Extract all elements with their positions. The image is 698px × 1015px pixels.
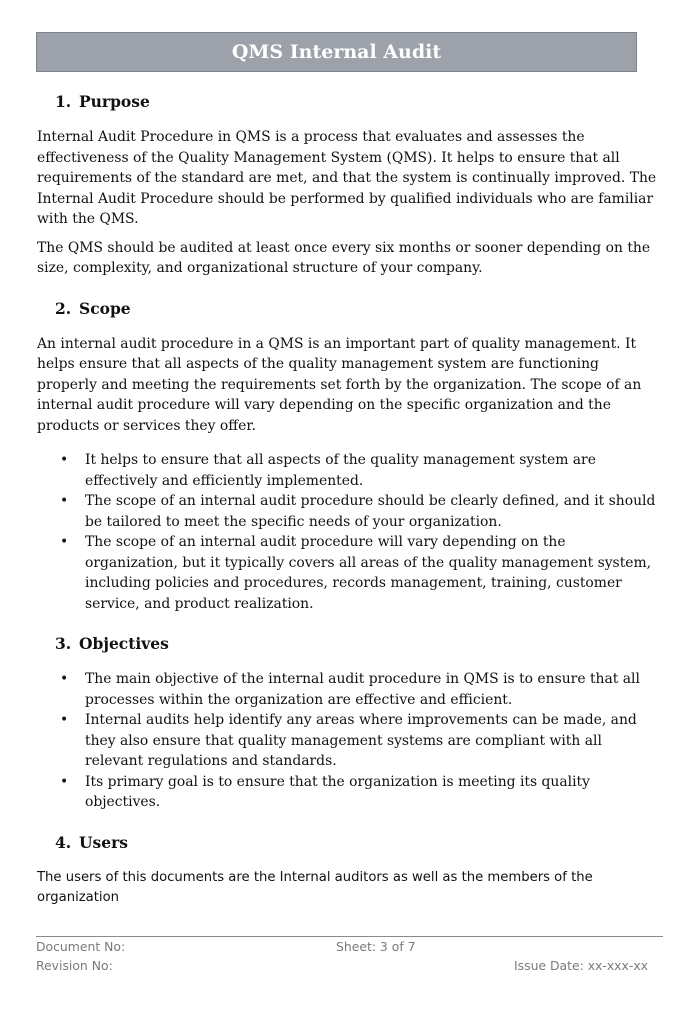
revision-number-label: Revision No: xyxy=(36,958,113,973)
scope-paragraph-1: An internal audit procedure in a QMS is an important part of quality management. It helps ensure that all aspects of the quality management system are functioning properly and meeting the requirements set forth by the organization. The scope of an internal audit procedure will vary depending on the specific organization and the products or services they offer. xyxy=(37,335,642,434)
bullet-icon: • xyxy=(60,452,69,468)
document-body xyxy=(37,82,659,909)
purpose-paragraph-1: Internal Audit Procedure in QMS is a process that evaluates and assesses the effectiveness of the Quality Management System (QMS). It helps to ensure that all requirements of the standard are met, and that the system is continually improved. The Internal Audit Procedure should be performed by qualified individuals who are familiar with the QMS. xyxy=(37,129,657,227)
scope-bullet-list xyxy=(37,450,659,614)
list-item: • The main objective of the internal audit procedure in QMS is to ensure that all processes within the organization are effective and efficient. xyxy=(60,671,640,708)
bullet-icon: • xyxy=(60,712,69,728)
page-footer xyxy=(36,936,663,975)
list-item: • Its primary goal is to ensure that the organization is meeting its quality objectives. xyxy=(60,773,590,810)
document-title-bar xyxy=(36,32,637,72)
section-heading-objectives: 3. Objectives xyxy=(55,634,169,653)
section-heading-users: 4. Users xyxy=(55,832,128,852)
purpose-paragraph-2: The QMS should be audited at least once every six months or sooner depending on the size, complexity, and organizational structure of your company. xyxy=(37,239,651,276)
section-heading-purpose: 1. Purpose xyxy=(55,92,150,111)
list-item: • Internal audits help identify any areas where improvements can be made, and they also ensure that quality management systems are compliant with all relevant regulations and standards. xyxy=(60,712,637,769)
document-number-label: Document No: xyxy=(36,939,126,954)
bullet-icon: • xyxy=(60,671,69,687)
bullet-icon: • xyxy=(60,534,69,550)
section-heading-scope: 2. Scope xyxy=(55,298,131,318)
list-item: • It helps to ensure that all aspects of the quality management system are effectively and efficiently implemented. xyxy=(60,452,596,489)
users-paragraph: The users of this documents are the Internal auditors as well as the members of the organization xyxy=(37,869,593,905)
issue-date: Issue Date: xx-xxx-xx xyxy=(514,958,648,973)
list-item: • The scope of an internal audit procedure will vary depending on the organization, but it typically covers all areas of the quality management system, including policies and procedures, records management, training, customer service, and product realization. xyxy=(60,534,652,612)
document-title: QMS Internal Audit xyxy=(231,41,442,63)
bullet-icon: • xyxy=(60,773,69,790)
objectives-bullet-list xyxy=(37,669,659,813)
bullet-icon: • xyxy=(60,493,69,509)
list-item: • The scope of an internal audit procedure should be clearly defined, and it should be tailored to meet the specific needs of your organization. xyxy=(60,493,656,530)
sheet-number: Sheet: 3 of 7 xyxy=(336,939,416,954)
